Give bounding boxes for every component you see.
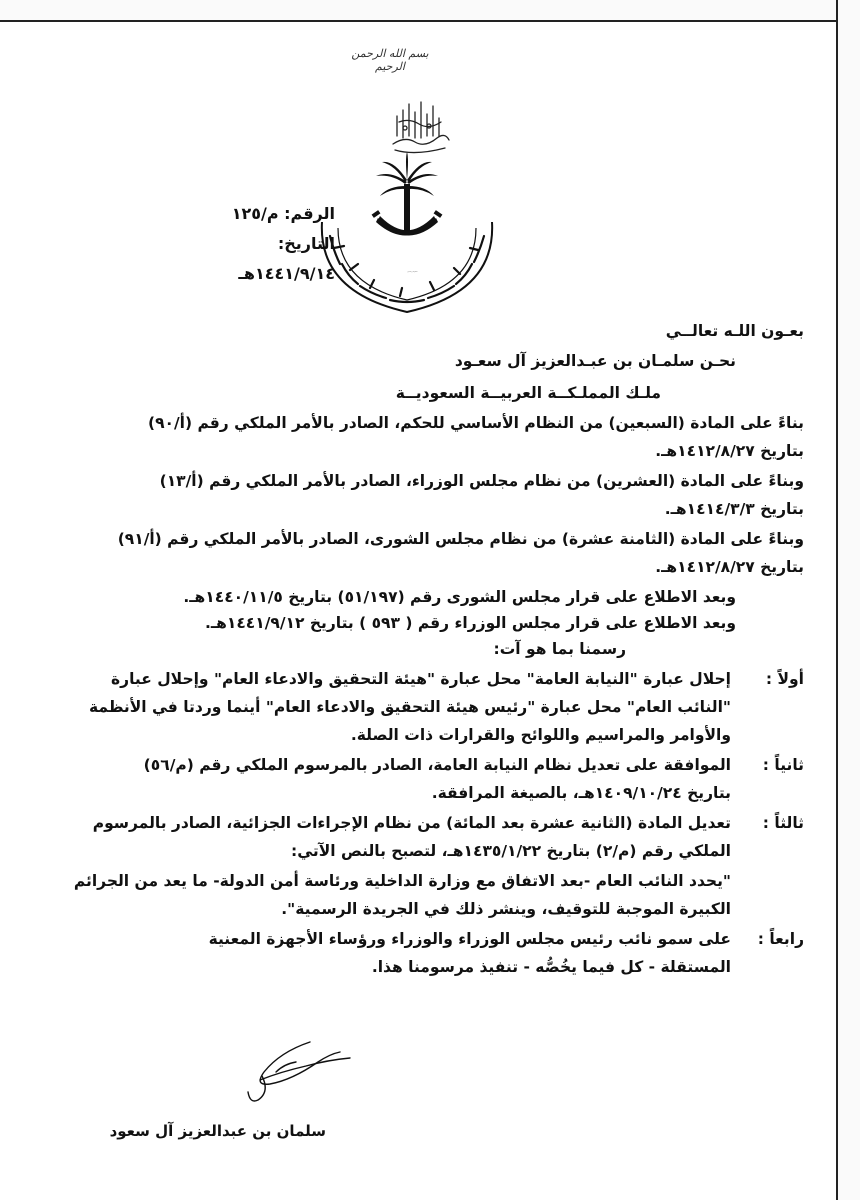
basmala-text: بسم الله الرحمن الرحيم [351, 47, 429, 73]
reference-block [185, 199, 335, 289]
clause-line: الكبيرة الموجبة للتوقيف، وينشر ذلك في الجريدة الرسمية". [281, 900, 731, 918]
preamble-line: وبناءً على المادة (الثامنة عشرة) من نظام مجلس الشورى، الصادر بالأمر الملكي رقم (أ/٩١) [117, 530, 804, 548]
preamble-line: بتاريخ ١٤١٢/٨/٢٧هـ. [655, 558, 804, 576]
saudi-emblem-icon [310, 152, 505, 317]
opening-line-2: نحـن سلمـان بن عبـدالعزيز آل سعـود [454, 352, 736, 370]
preamble-line: بناءً على المادة (السبعين) من النظام الأساسي للحكم، الصادر بالأمر الملكي رقم (أ/٩٠) [148, 414, 804, 432]
preamble-line: وبعد الاطلاع على قرار مجلس الشورى رقم (٥١/١٩٧) بتاريخ ١٤٤٠/١١/٥هـ. [183, 588, 736, 606]
clause-line: المستقلة - كل فيما يخُصُّه - تنفيذ مرسومنا هذا. [371, 958, 731, 976]
opening-line-1: بعـون اللـه تعالــي [665, 322, 804, 340]
clause-line: إحلال عبارة "النيابة العامة" محل عبارة "هيئة التحقيق والادعاء العام" وإحلال عبارة [111, 670, 731, 688]
preamble-closing: رسمنا بما هو آت: [493, 640, 626, 658]
scan-frame-right [838, 0, 860, 1200]
reference-date: التاريخ: ١٤٤١/٩/١٤هـ [238, 234, 335, 283]
emblem-inscription: المملكة العربية السعودية [407, 272, 418, 273]
clause-line: الملكي رقم (م/٢) بتاريخ ١٤٣٥/١/٢٢هـ، لتصبح بالنص الآتي: [291, 842, 731, 860]
clause-line: الموافقة على تعديل نظام النيابة العامة، الصادر بالمرسوم الملكي رقم (م/٥٦) [143, 756, 731, 774]
clause-label: أولاً : [765, 670, 804, 688]
scan-border-right [836, 0, 838, 1200]
opening-line-3: ملـك المملـكــة العربيــة السعوديــة [395, 384, 661, 402]
scan-frame-top [0, 0, 860, 22]
document-page [0, 22, 836, 1200]
clause-label: ثانياً : [762, 756, 804, 774]
preamble-line: بتاريخ ١٤١٤/٣/٣هـ. [664, 500, 804, 518]
handwritten-signature [240, 1032, 355, 1107]
clause-line: "يحدد النائب العام -بعد الاتفاق مع وزارة الداخلية ورئاسة أمن الدولة- ما يعد من الجرائم [73, 872, 731, 890]
clause-line: "النائب العام" محل عبارة "رئيس هيئة التحقيق والادعاء العام" أينما وردتا في الأنظمة [89, 698, 731, 716]
preamble-line: بتاريخ ١٤١٢/٨/٢٧هـ. [655, 442, 804, 460]
clause-line: بتاريخ ١٤٠٩/١٠/٢٤هـ، بالصيغة المرافقة. [431, 784, 731, 802]
clause-line: تعديل المادة (الثانية عشرة بعد المائة) من نظام الإجراءات الجزائية، الصادر بالمرسوم [92, 814, 731, 832]
signatory-name: سلمان بن عبدالعزيز آل سعود [109, 1122, 326, 1140]
clause-line: والأوامر والمراسيم واللوائح والقرارات ذات الصلة. [350, 726, 731, 744]
clause-label: رابعاً : [757, 930, 804, 948]
reference-number: الرقم: م/١٢٥ [231, 204, 335, 223]
preamble-line: وبناءً على المادة (العشرين) من نظام مجلس الوزراء، الصادر بالأمر الملكي رقم (أ/١٣) [159, 472, 804, 490]
clause-label: ثالثاً : [762, 814, 804, 832]
clause-line: على سمو نائب رئيس مجلس الوزراء والوزراء ورؤساء الأجهزة المعنية [208, 930, 731, 948]
preamble-line: وبعد الاطلاع على قرار مجلس الوزراء رقم ( ٥٩٣ ) بتاريخ ١٤٤١/٩/١٢هـ. [204, 614, 736, 632]
